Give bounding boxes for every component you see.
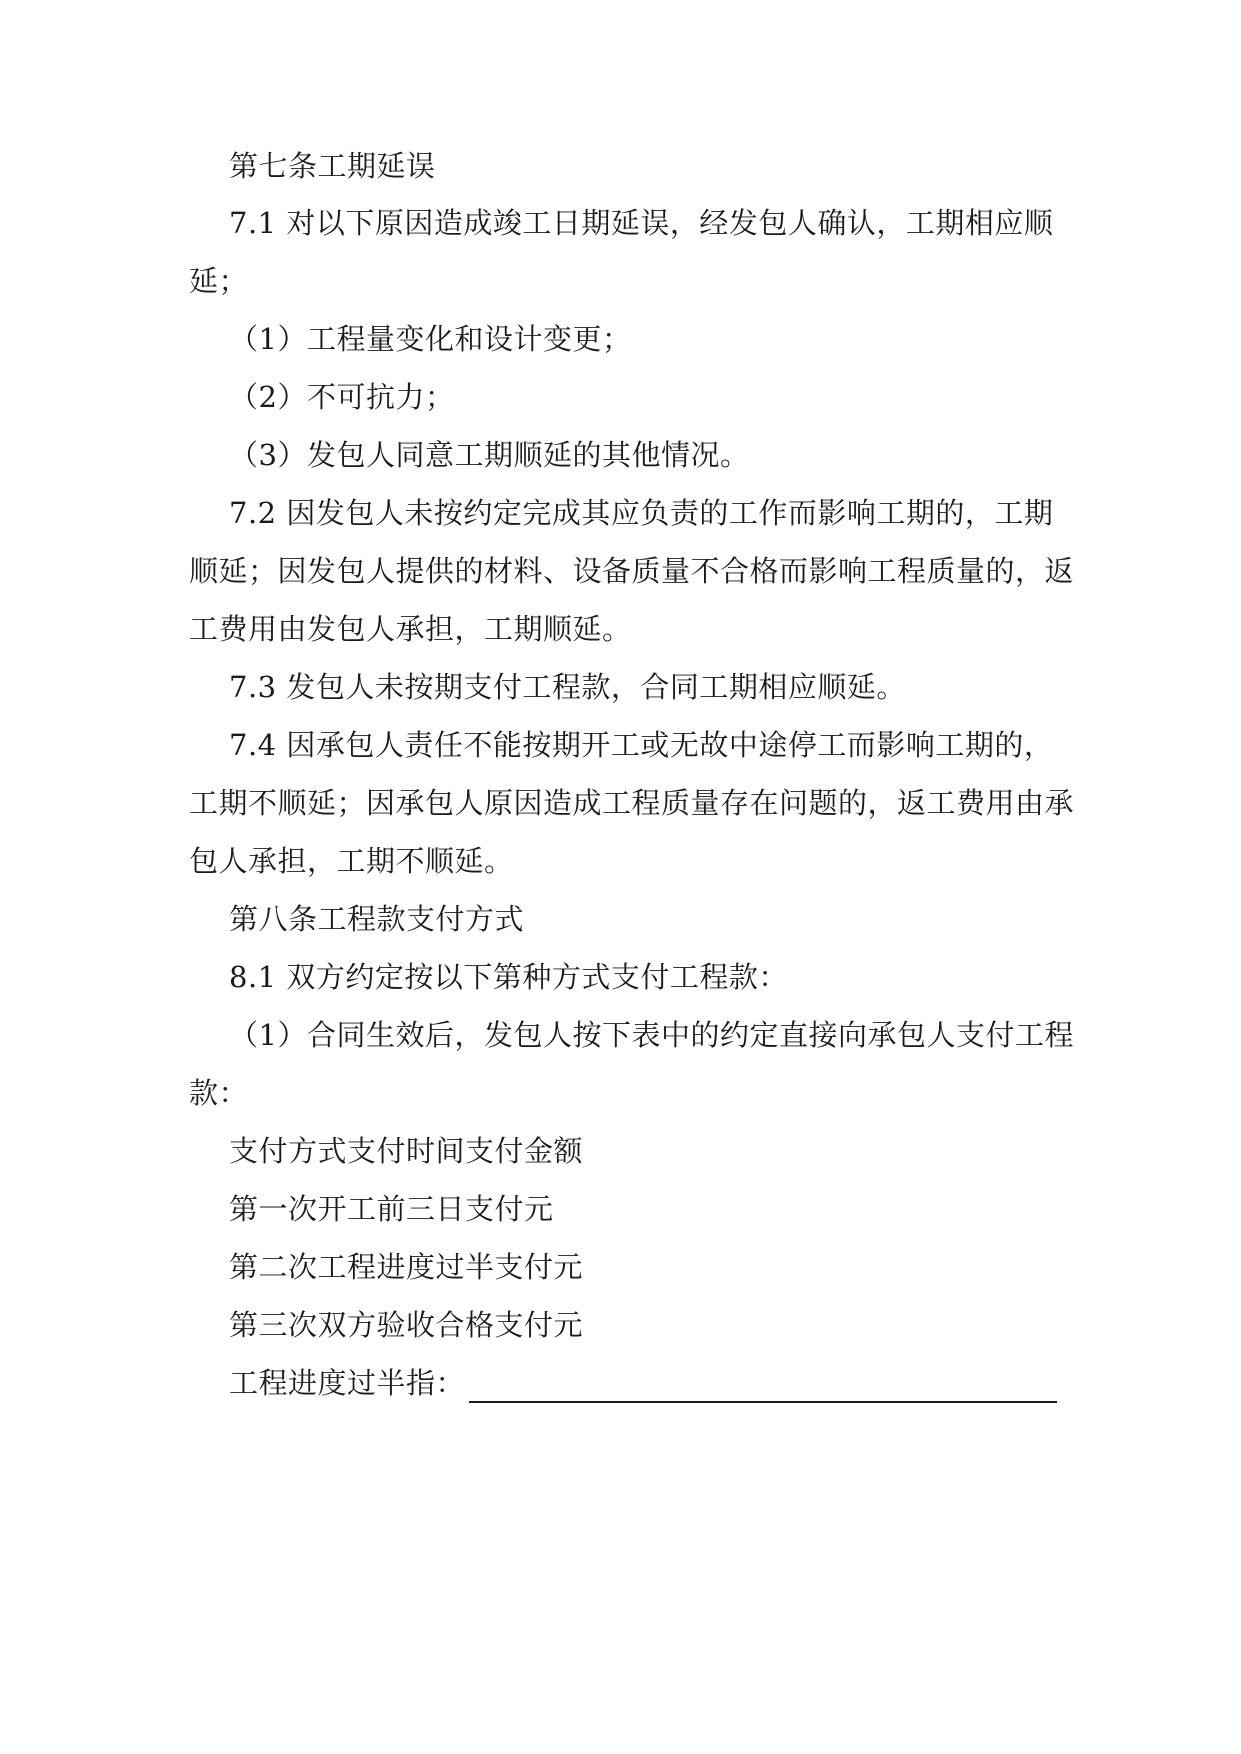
list-item-3: （3）发包人同意工期顺延的其他情况。	[229, 438, 750, 472]
payment-row-2: 第二次工程进度过半支付元	[229, 1250, 584, 1284]
list-item-1: （1）工程量变化和设计变更；	[229, 322, 632, 356]
paragraph-7-3: 7.3 发包人未按期支付工程款，合同工期相应顺延。	[229, 670, 906, 704]
progress-definition-label: 工程进度过半指：	[229, 1366, 466, 1400]
paragraph-7-4-cont-1: 工期不顺延；因承包人原因造成工程质量存在问题的，返工费用由承	[189, 786, 1075, 820]
paragraph-7-4: 7.4 因承包人责任不能按期开工或无故中途停工而影响工期的，	[229, 728, 1054, 762]
payment-table-header: 支付方式支付时间支付金额	[229, 1134, 584, 1168]
paragraph-7-2-cont-1: 顺延；因发包人提供的材料、设备质量不合格而影响工程质量的，返	[189, 554, 1075, 588]
paragraph-7-4-cont-2: 包人承担，工期不顺延。	[189, 844, 514, 878]
paragraph-8-1: 8.1 双方约定按以下第种方式支付工程款：	[229, 960, 788, 994]
section-heading-7: 第七条工期延误	[229, 149, 436, 183]
paragraph-7-2: 7.2 因发包人未按约定完成其应负责的工作而影响工期的，工期	[229, 496, 1054, 530]
paragraph-7-1-cont: 延；	[189, 264, 249, 298]
payment-row-3: 第三次双方验收合格支付元	[229, 1308, 584, 1342]
paragraph-7-2-cont-2: 工费用由发包人承担，工期顺延。	[189, 612, 632, 646]
list-item-payment-1-cont: 款：	[189, 1076, 249, 1110]
list-item-2: （2）不可抗力；	[229, 380, 455, 414]
payment-row-1: 第一次开工前三日支付元	[229, 1192, 554, 1226]
fill-in-blank[interactable]	[469, 1371, 1057, 1403]
paragraph-7-1: 7.1 对以下原因造成竣工日期延误，经发包人确认，工期相应顺	[229, 206, 1054, 240]
section-heading-8: 第八条工程款支付方式	[229, 902, 525, 936]
list-item-payment-1: （1）合同生效后，发包人按下表中的约定直接向承包人支付工程	[229, 1018, 1074, 1052]
progress-definition-line	[229, 1363, 1057, 1403]
